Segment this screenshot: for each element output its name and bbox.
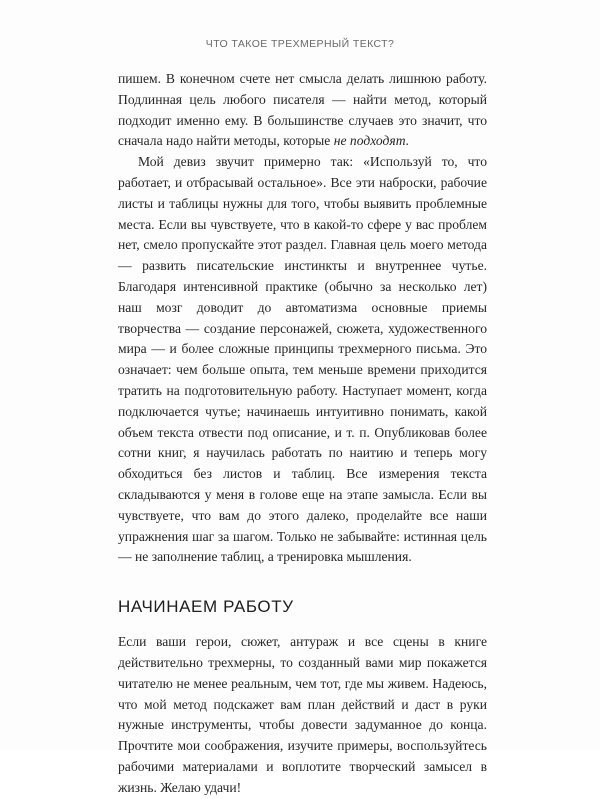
paragraph-end: . (405, 133, 409, 149)
italic-phrase: не подходят (333, 133, 406, 149)
body-text (118, 69, 487, 799)
section-heading: НАЧИНАЕМ РАБОТУ (118, 597, 294, 617)
paragraph-getting-started: Если ваши герои, сюжет, антураж и все сцены в книге действительно трехмерны, то созданный вами мир покажется читателю не менее реальным, чем тот, где мы живем. Надеюсь, что мой метод подскажет вам план действий и даст в руки нужные инструменты, чтобы довести задуманное до конца. Прочтите мои соображения, изучите примеры, воспользуйтесь рабочими материалами и воплотите творческий замысел в жизнь. Желаю удачи! (118, 634, 487, 795)
paragraph-continued (118, 69, 487, 152)
paragraph-motto: Мой девиз звучит примерно так: «Используй то, что работает, и отбрасывай остальное». Все эти наброски, рабочие листы и таблицы нужны для того, чтобы выявить проблемные места. Если вы чувствуете, что в какой-то сфере у вас проблем нет, смело пропускайте этот раздел. Главная цель моего метода — развить писательские инстинкты и внутреннее чутье. Благодаря интенсивной практике (обычно за несколько лет) наш мозг доводит до автоматизма основные приемы творчества — создание персонажей, сюжета, художественного мира — и более сложные принципы трехмерного письма. Это означает: чем больше опыта, тем меньше времени приходится тратить на подготовительную работу. Наступает момент, когда подключается чутье; начинаешь интуитивно понимать, какой объем текста отвести под описание, и т. п. Опубликовав более сотни книг, я научилась работать по наитию и теперь могу обходиться без листов и таблиц. Все измерения текста складываются у меня в голове еще на этапе замысла. Если вы чувствуете, что вам до этого далеко, проделайте все наши упражнения шаг за шагом. Только не забывайте: истинная цель — не заполнение таблиц, а тренировка мышления. (118, 154, 487, 565)
running-head: ЧТО ТАКОЕ ТРЕХМЕРНЫЙ ТЕКСТ? (205, 38, 395, 50)
paragraph-text: пишем. В конечном счете нет смысла делать лишнюю работу. Подлинная цель любого писателя — найти метод, который подходит именно ему. В большинстве случаев это значит, что сначала надо найти методы, которые (118, 71, 487, 149)
